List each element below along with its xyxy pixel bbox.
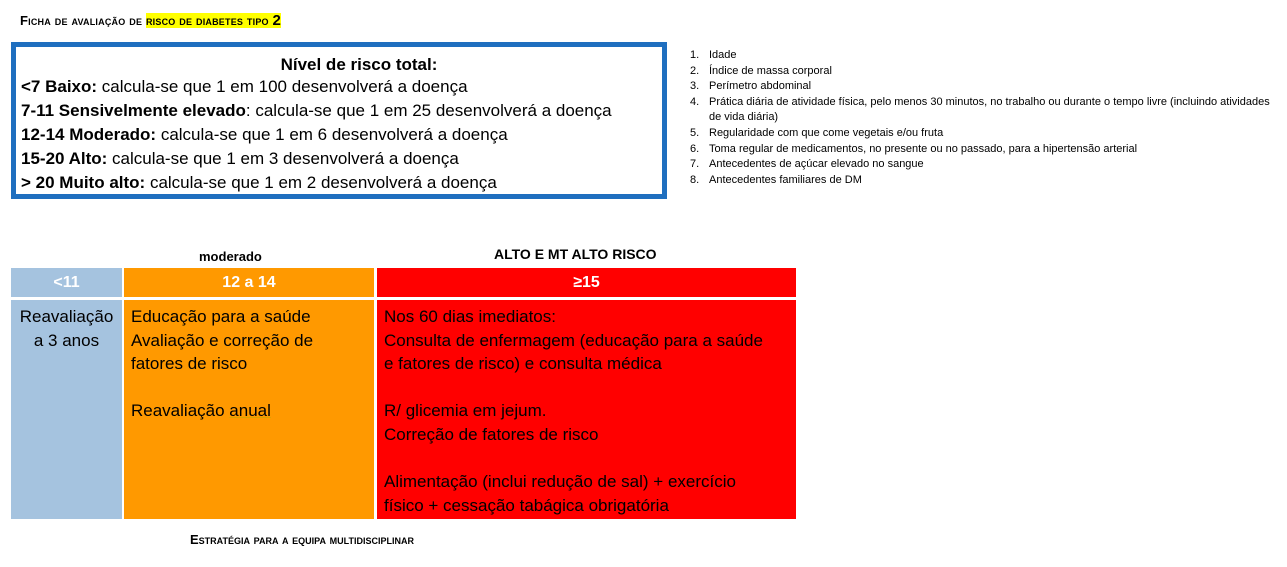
list-item (690, 64, 1280, 80)
list-number: 4. (690, 95, 700, 108)
cell-line: Nos 60 dias imediatos: (384, 307, 556, 326)
risk-level-line (21, 147, 662, 171)
list-number: 2. (690, 64, 700, 77)
list-number: 1. (690, 49, 700, 61)
cell-line: Reavaliação (19, 307, 114, 326)
risk-box-heading: Nível de risco total: (280, 55, 438, 74)
list-text: Antecedentes familiares de DM (709, 173, 862, 186)
low-risk-header: <11 (11, 268, 122, 297)
title-highlight-text: risco de diabetes tipo (145, 13, 273, 28)
title-number: 2 (272, 12, 282, 29)
list-text: Prática diária de atividade física, pelo menos 30 minutos, no trabalho ou durante o tempo livre (incluindo atividades de vida diária) (709, 95, 1270, 124)
cell-line: Correção de fatores de risco (384, 424, 599, 444)
cell-line: e fatores de risco) e consulta médica (384, 354, 662, 374)
high-risk-label: ALTO E MT ALTO RISCO (494, 246, 657, 262)
list-item (690, 48, 1280, 64)
list-text: Índice de massa corporal (709, 64, 832, 77)
title-prefix: Ficha de avaliação de (20, 13, 146, 28)
cell-line: físico + cessação tabágica obrigatória (384, 495, 669, 515)
list-text: Regularidade com que come vegetais e/ou fruta (709, 126, 944, 139)
cell-line: R/ glicemia em jejum. (384, 401, 547, 421)
list-item (690, 126, 1280, 142)
list-text: Antecedentes de açúcar elevado no sangue (709, 158, 924, 171)
page-title (20, 12, 281, 29)
cell-line: fatores de risco (131, 354, 248, 374)
reevaluation-line (131, 399, 374, 423)
spacer (131, 376, 374, 400)
risk-level-box (11, 42, 667, 199)
risk-level-line (21, 123, 662, 147)
spacer (384, 447, 796, 471)
reevaluation-annual: anual (229, 401, 271, 421)
list-number: 5. (690, 126, 700, 139)
cell-line: Educação para a saúde (131, 307, 311, 326)
cell-line: Avaliação e correção de (131, 330, 314, 350)
footer-caption: Estratégia para a equipa multidisciplinar (190, 532, 414, 547)
risk-level-label: > 20 Muito alto: (21, 173, 146, 192)
list-number: 3. (690, 80, 700, 93)
list-item (690, 95, 1280, 126)
risk-level-line (21, 171, 662, 195)
risk-level-text: calcula-se que 1 em 2 desenvolverá a doença (145, 173, 497, 192)
spacer (384, 376, 796, 400)
high-risk-cell (377, 300, 796, 519)
moderate-risk-cell (124, 300, 374, 519)
risk-level-label: <7 Baixo: (21, 77, 98, 96)
cell-line: Alimentação (inclui redução de sal) + exercício (384, 472, 736, 492)
list-text: Perímetro abdominal (709, 80, 812, 93)
list-item (690, 173, 1280, 189)
risk-level-text: calcula-se que 1 em 100 desenvolverá a doença (97, 77, 468, 96)
risk-level-label: 7-11 Sensivelmente elevado (21, 101, 246, 120)
list-item (690, 142, 1280, 158)
list-text: Idade (709, 49, 737, 61)
cell-line: Consulta de enfermagem (educação para a saúde (384, 330, 763, 350)
risk-level-text: : calcula-se que 1 em 25 desenvolverá a doença (245, 101, 612, 120)
risk-factors-list (690, 48, 1280, 188)
title-highlight (146, 13, 281, 28)
list-item (690, 157, 1280, 173)
risk-level-text: calcula-se que 1 em 6 desenvolverá a doença (156, 125, 508, 144)
risk-level-text: calcula-se que 1 em 3 desenvolverá a doença (107, 149, 459, 168)
risk-level-label: 12-14 Moderado: (21, 125, 157, 144)
list-number: 8. (690, 173, 700, 186)
reevaluation-prefix: Reavaliação (131, 401, 230, 421)
list-number: 7. (690, 158, 700, 171)
risk-level-line (21, 99, 662, 123)
list-item (690, 79, 1280, 95)
list-number: 6. (690, 142, 700, 155)
list-text: Toma regular de medicamentos, no presente ou no passado, para a hipertensão arterial (709, 142, 1138, 155)
low-risk-cell (11, 300, 122, 519)
moderate-label: moderado (199, 249, 262, 264)
cell-line: a 3 anos (33, 330, 100, 350)
risk-level-label: 15-20 Alto: (21, 149, 108, 168)
high-risk-header: ≥15 (377, 268, 796, 297)
risk-level-line (21, 75, 662, 99)
moderate-risk-header: 12 a 14 (124, 268, 374, 297)
